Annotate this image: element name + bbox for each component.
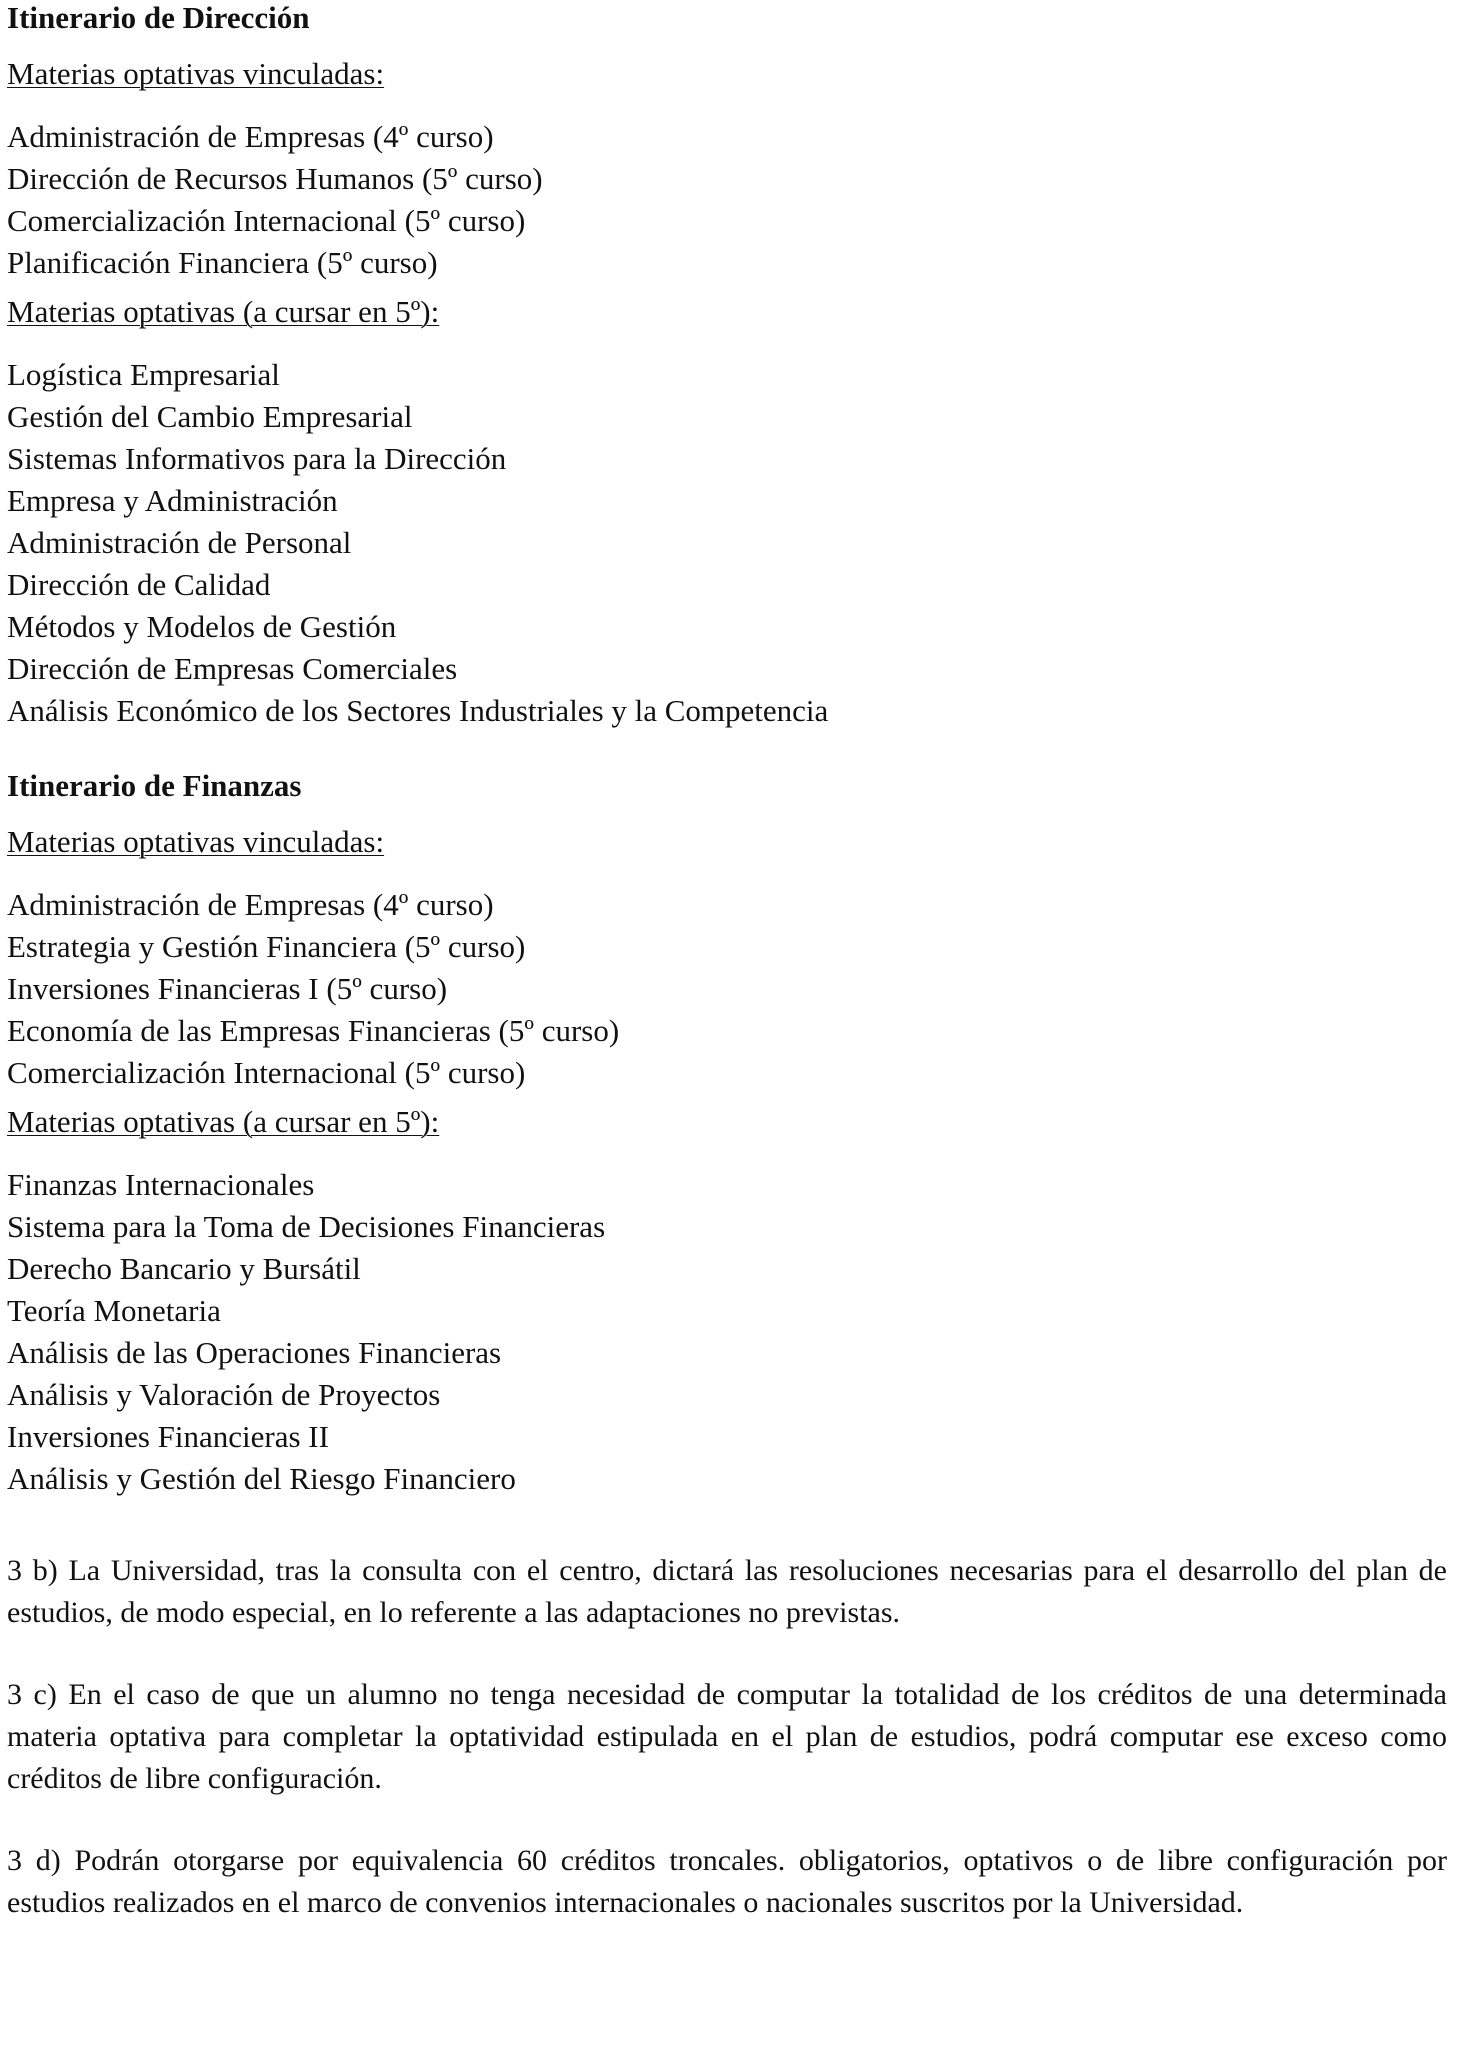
optativas-list <box>7 1164 1447 1500</box>
list-item: Administración de Empresas (4º curso) <box>7 887 494 922</box>
list-item: Comercialización Internacional (5º curso) <box>7 203 526 238</box>
section-heading: Itinerario de Dirección <box>7 0 310 35</box>
list-item: Inversiones Financieras II <box>7 1419 329 1454</box>
list-item: Dirección de Recursos Humanos (5º curso) <box>7 161 543 196</box>
list-item: Sistemas Informativos para la Dirección <box>7 441 507 476</box>
list-item: Planificación Financiera (5º curso) <box>7 245 438 280</box>
section-itinerario-finanzas <box>7 768 1447 1500</box>
vinculadas-label: Materias optativas vinculadas: <box>7 824 385 859</box>
vinculadas-list <box>7 116 1447 284</box>
list-item: Métodos y Modelos de Gestión <box>7 609 397 644</box>
list-item: Estrategia y Gestión Financiera (5º curso) <box>7 929 526 964</box>
list-item: Gestión del Cambio Empresarial <box>7 399 413 434</box>
paragraph-3c: 3 c) En el caso de que un alumno no tenga necesidad de computar la totalidad de los créditos de una determinada materia optativa para completar la optatividad estipulada en el plan de estudios, podrá computar ese exceso como créditos de libre configuración. <box>7 1678 1447 1795</box>
vinculadas-label: Materias optativas vinculadas: <box>7 56 385 91</box>
list-item: Administración de Personal <box>7 525 352 560</box>
list-item: Análisis de las Operaciones Financieras <box>7 1335 502 1370</box>
closing-paragraphs <box>7 1550 1447 1924</box>
list-item: Análisis y Gestión del Riesgo Financiero <box>7 1461 516 1496</box>
list-item: Economía de las Empresas Financieras (5º curso) <box>7 1013 620 1048</box>
vinculadas-list <box>7 884 1447 1094</box>
list-item: Finanzas Internacionales <box>7 1167 315 1202</box>
list-item: Sistema para la Toma de Decisiones Financieras <box>7 1209 606 1244</box>
section-heading: Itinerario de Finanzas <box>7 768 302 803</box>
optativas-list <box>7 354 1447 732</box>
list-item: Administración de Empresas (4º curso) <box>7 119 494 154</box>
optativas-label: Materias optativas (a cursar en 5º): <box>7 294 440 329</box>
optativas-label: Materias optativas (a cursar en 5º): <box>7 1104 440 1139</box>
list-item: Comercialización Internacional (5º curso) <box>7 1055 526 1090</box>
list-item: Logística Empresarial <box>7 357 280 392</box>
list-item: Derecho Bancario y Bursátil <box>7 1251 361 1286</box>
list-item: Dirección de Calidad <box>7 567 271 602</box>
paragraph-3b: 3 b) La Universidad, tras la consulta con el centro, dictará las resoluciones necesarias para el desarrollo del plan de estudios, de modo especial, en lo referente a las adaptaciones no previstas. <box>7 1554 1447 1629</box>
list-item: Empresa y Administración <box>7 483 338 518</box>
list-item: Dirección de Empresas Comerciales <box>7 651 458 686</box>
list-item: Análisis Económico de los Sectores Industriales y la Competencia <box>7 693 829 728</box>
paragraph-3d: 3 d) Podrán otorgarse por equivalencia 60 créditos troncales. obligatorios, optativos o de libre configuración por estudios realizados en el marco de convenios internacionales o nacionales suscritos por la Universidad. <box>7 1844 1447 1919</box>
document-page <box>7 0 1447 1924</box>
list-item: Análisis y Valoración de Proyectos <box>7 1377 441 1412</box>
section-itinerario-direccion <box>7 0 1447 732</box>
list-item: Teoría Monetaria <box>7 1293 221 1328</box>
list-item: Inversiones Financieras I (5º curso) <box>7 971 448 1006</box>
